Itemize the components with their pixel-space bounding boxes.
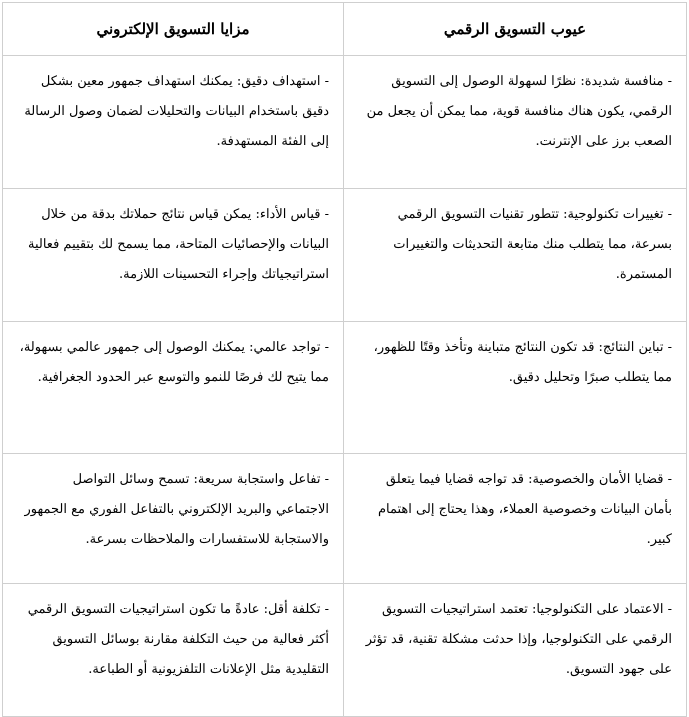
advantage-cell: - تكلفة أقل: عادةً ما تكون استراتيجيات التسويق الرقمي أكثر فعالية من حيث التكلفة مقارنة بوسائل التسويق التقليدية مثل الإعلانات التلفزيونية أو الطباعة. [3, 584, 344, 717]
table-row [3, 189, 687, 322]
disadvantage-cell: - تغييرات تكنولوجية: تتطور تقنيات التسويق الرقمي بسرعة، مما يتطلب منك متابعة التحديثات والتغييرات المستمرة. [344, 189, 687, 322]
advantages-header: مزايا التسويق الإلكتروني [3, 3, 344, 56]
disadvantage-cell: - الاعتماد على التكنولوجيا: تعتمد استراتيجيات التسويق الرقمي على التكنولوجيا، وإذا حدثت مشكلة تقنية، قد تؤثر على جهود التسويق. [344, 584, 687, 717]
table-row [3, 322, 687, 454]
advantage-cell: - تفاعل واستجابة سريعة: تسمح وسائل التواصل الاجتماعي والبريد الإلكتروني بالتفاعل الفوري مع الجمهور والاستجابة للاستفسارات والملاحظات بسرعة. [3, 454, 344, 584]
table-row [3, 584, 687, 717]
table-row [3, 454, 687, 584]
disadvantage-cell: - منافسة شديدة: نظرًا لسهولة الوصول إلى التسويق الرقمي، يكون هناك منافسة قوية، مما يمكن أن يجعل من الصعب برز على الإنترنت. [344, 56, 687, 189]
table-header-row [3, 3, 687, 56]
advantage-cell: - تواجد عالمي: يمكنك الوصول إلى جمهور عالمي بسهولة، مما يتيح لك فرصًا للنمو والتوسع عبر الحدود الجغرافية. [3, 322, 344, 454]
advantage-cell: - قياس الأداء: يمكن قياس نتائج حملاتك بدقة من خلال البيانات والإحصائيات المتاحة، مما يسمح لك بتقييم فعالية استراتيجياتك وإجراء التحسينات اللازمة. [3, 189, 344, 322]
advantage-cell: - استهداف دقيق: يمكنك استهداف جمهور معين بشكل دقيق باستخدام البيانات والتحليلات لضمان وصول الرسالة إلى الفئة المستهدفة. [3, 56, 344, 189]
disadvantages-header: عيوب التسويق الرقمي [344, 3, 687, 56]
comparison-table [2, 2, 687, 717]
disadvantage-cell: - قضايا الأمان والخصوصية: قد تواجه قضايا فيما يتعلق بأمان البيانات وخصوصية العملاء، وهذا يحتاج إلى اهتمام كبير. [344, 454, 687, 584]
disadvantage-cell: - تباين النتائج: قد تكون النتائج متباينة وتأخذ وقتًا للظهور، مما يتطلب صبرًا وتحليل دقيق. [344, 322, 687, 454]
table-row [3, 56, 687, 189]
